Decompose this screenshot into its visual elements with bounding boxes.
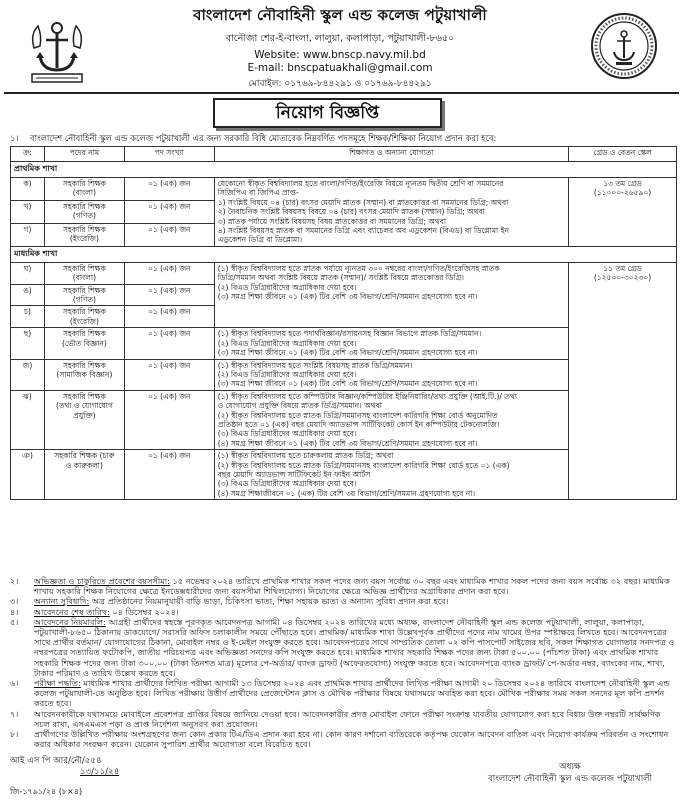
serial-cell: ছ) xyxy=(11,328,45,359)
website-text: Website: www.bnscp.navy.mil.bd xyxy=(254,49,426,61)
job-code: জি-১৭৯১/২৪ (৮×৪) xyxy=(10,787,83,796)
post-name-cell xyxy=(44,359,124,390)
post-count-cell: ০১ (এক) জন xyxy=(124,359,214,390)
post-count-cell: ০১ (এক) জন xyxy=(124,223,214,246)
serial-cell: ঘ) xyxy=(11,262,45,284)
note-text: মাধ্যমিক শাখার প্রার্থীদের লিখিত পরীক্ষা আগামী ১৩ ডিসেম্বর ২০২৪ এবং প্রাথমিক শাখার প্রার্থীদের লিখিত পরীক্ষা আগামী ২০ ডিসেম্বর ২০২৪ তারিখে বাংলাদেশ নৌবাহিনী স্কুল এন্ড কলেজ পটুয়াখালী-তে অনুষ্ঠিত হবে। লিখিত পরীক্ষায় উত্তীর্ণ প্রার্থীদের প্রেজেন্টেশন ক্লাস ও মৌখিক পরীক্ষার বিষয়ে যথাসময়ে অবহিত করা হবে। মৌখিক পরীক্ষার সময় সকল সনদের মূল কপি প্রদর্শন করতে হবে। xyxy=(34,678,670,709)
post-line: সহকারি শিক্ষক xyxy=(62,201,106,211)
qual-line: (৩) বিএড ডিগ্রিধারীদের অগ্রাধিকার দেয়া হবে। xyxy=(217,429,357,439)
note-number: ৮। xyxy=(10,729,19,740)
post-count-cell: ০১ (এক) জন xyxy=(124,262,214,284)
signature-block xyxy=(470,761,670,785)
serial-cell: ঙ) xyxy=(11,284,45,306)
qual-line: (১) স্বীকৃত বিশ্ববিদ্যালয় হতে স্নাতক পর্যায়ে ন্যূনতম ৩০০ নম্বরের বাংলা/গণিত/ইংরেজিসহ স্নাতক xyxy=(217,263,500,273)
qual-line: বছর মেয়াদি অ্যাডভান্স সার্টিফিকেট ইন ফাইন আর্টস xyxy=(217,469,371,479)
post-name-cell xyxy=(44,450,124,500)
header-qualification: শিক্ষাগত ও অন্যান্য যোগ্যতা xyxy=(214,147,568,162)
post-name-cell xyxy=(44,306,124,328)
section-title: মাধ্যমিক শাখা xyxy=(11,246,677,262)
note-label: পরীক্ষা পদ্ধতি: xyxy=(34,678,81,689)
grade-cell xyxy=(569,178,677,247)
post-name-cell xyxy=(44,262,124,284)
header-post-count: পদ সংখ্যা xyxy=(124,147,214,162)
serial-cell: গ) xyxy=(11,223,45,246)
post-line: সহকারি শিক্ষক xyxy=(62,329,106,339)
post-line: (ভৌত বিজ্ঞান) xyxy=(62,338,107,348)
note-text: অত্র প্রতিষ্ঠানের নিয়মানুযায়ী বাড়ি ভাড়া, চিকিৎসা ভাতা, শিক্ষা সহায়ক ভাতা ও অন্যান্য সুবিধা প্রদান করা হবে। xyxy=(89,596,449,607)
reference-number: আই এস পি আর/নৌ/৫৫৪ xyxy=(10,756,102,766)
note-number: ৫। xyxy=(10,616,19,627)
post-count-cell: ০১ (এক) জন xyxy=(124,284,214,306)
header-post-name: পদের নাম xyxy=(44,147,124,162)
section-row xyxy=(11,246,677,262)
post-count-cell: ০১ (এক) জন xyxy=(124,390,214,449)
post-line: (বাংলা) xyxy=(72,188,96,198)
qual-line: (৪) সমগ্র শিক্ষাজীবনে ০১ (এক) টির বেশি ৩য় বিভাগ/শ্রেণি/সমমান গ্রহণযোগ্য হবে না। xyxy=(217,488,476,498)
post-name-cell xyxy=(44,328,124,359)
qual-line: (২) স্বীকৃত বিশ্ববিদ্যালয় হতে স্নাতক ডিগ্রি/সমমানসহ বাংলাদেশ কারিগরি শিক্ষা বোর্ড অনুমোদিত xyxy=(217,410,498,420)
post-name-cell xyxy=(44,284,124,306)
grade-line: ১১ তম গ্রেড xyxy=(603,263,642,273)
qualification-cell xyxy=(214,450,568,500)
post-line: সহকারি শিক্ষক xyxy=(62,391,106,401)
qual-line: (৩) বিএড ডিগ্রিধারীদের অগ্রাধিকার দেয়া হবে। xyxy=(217,479,357,489)
serial-cell: জ) xyxy=(11,359,45,390)
vacancy-table xyxy=(10,146,677,500)
table-row xyxy=(11,178,677,201)
note-number: ৬। xyxy=(10,678,19,689)
note-label: আবেদনের শেষ তারিখ: xyxy=(34,606,110,617)
note-item xyxy=(10,709,677,729)
notice-title: নিয়োগ বিজ্ঞপ্তি xyxy=(213,98,442,128)
note-item xyxy=(10,576,677,596)
qual-line: (২) বিএড ডিগ্রিধারীদের অগ্রাধিকার দেয়া হবে। xyxy=(217,369,357,379)
section-row xyxy=(11,162,677,178)
note-number: ২। xyxy=(10,576,19,586)
notes-section xyxy=(10,576,677,749)
qual-line: (১) স্বীকৃত বিশ্ববিদ্যালয় হতে চারুকলায় স্নাতক ডিগ্রি; অথবা xyxy=(217,451,394,461)
qual-line: (১) স্বীকৃত বিশ্ববিদ্যালয় হতে সংশ্লিষ্ট বিষয়সহ স্নাতক ডিগ্রি/সমমান। xyxy=(217,360,413,370)
letterhead-text xyxy=(120,4,560,91)
post-line: সহকারি শিক্ষক xyxy=(62,360,106,370)
post-count-cell: ০১ (এক) জন xyxy=(124,328,214,359)
post-line: (গণিত) xyxy=(72,211,96,221)
serial-cell: ঞ) xyxy=(11,450,45,500)
post-line: (গণিত) xyxy=(72,295,96,305)
qual-line: (৩) সমগ্র শিক্ষা জীবনে ০১ (এক) টির বেশি ৩য় বিভাগ/শ্রেণি/সমমান গ্রহণযোগ্য হবে না। xyxy=(217,292,478,302)
signatory-organization: বাংলাদেশ নৌবাহিনী স্কুল এন্ড কলেজ পটুয়াখালী xyxy=(487,774,653,784)
post-count-cell: ০১ (এক) জন xyxy=(124,200,214,223)
signatory-title: অধ্যক্ষ xyxy=(559,762,581,772)
section-title: প্রাথমিক শাখা xyxy=(11,162,677,178)
post-line: সহকারি শিক্ষক xyxy=(62,224,106,234)
note-item xyxy=(10,617,677,678)
post-line: প্রযুক্তি) xyxy=(73,410,96,420)
note-text: ১৫ নভেম্বর ২০২৪ তারিখে প্রাথমিক শাখার সকল পদের জন্য বয়স সর্বোচ্চ ৩০ বছর এবং মাধ্যমিক শাখার সকল পদের জন্য বয়স সর্বোচ্চ ৩২ বছর। মাধ্যমিক শাখায় সহকারি শিক্ষক নিয়োগের ক্ষেত্রে ইনডেক্সধারীদের জন্য বয়সসীমা শিথিলযোগ্য। নিয়োগের ক্ষেত্রে অভিজ্ঞ প্রার্থীদের অগ্রাধিকার প্রদান করা হবে। xyxy=(34,576,670,597)
grade-cell xyxy=(569,262,677,499)
table-header-row xyxy=(11,147,677,162)
school-seal-icon xyxy=(590,12,658,80)
post-name-cell xyxy=(44,200,124,223)
qual-line: (২) বিএড ডিগ্রিধারীদের অগ্রাধিকার দেয়া হবে। xyxy=(217,282,357,292)
qual-line: (১) স্বীকৃত বিশ্ববিদ্যালয় হতে পদার্থবিজ্ঞান/রসায়নসহ বিজ্ঞান বিভাগে স্নাতক ডিগ্রি/সমমান। xyxy=(217,329,482,339)
qual-line: ২) নৈবাচনিক সংশ্লিষ্ট বিষয়সহ বিষয়ে ০৪ (চার) বৎসর মেয়াদি স্নাতক (সম্মান) ডিগ্রি; অথবা xyxy=(217,207,485,217)
note-text: আগ্রহী প্রার্থীদের স্বহস্তে পূরণকৃত আবেদনপত্র আগামী ০৪ ডিসেম্বর ২০২৪ তারিখের মধ্যে অধ্যক্ষ, বাংলাদেশ নৌবাহিনী স্কুল এন্ড কলেজ পটুয়াখালী, লালুয়া, কলাপাড়া, পটুয়াখালী-৮৬৫০ ঠিকানায় ডাকযোগে/ সরাসরি অফিস চলাকালীন সময়ে পৌঁছাতে হবে। প্রাথমিক/ মাধ্যমিক শাখা উল্লেখপূর্বক প্রার্থীদের পদের নাম খামের উপর স্পষ্টাক্ষরে লিখতে হবে। আবেদনপত্রের সাথে প্রার্থীর বর্তমান/ যোগাযোগের ঠিকানা, মোবাইল নম্বর ও ই-মেইল সংযুক্ত করতে হবে। আবেদনপত্রের সাথে সাম্প্রতিক তোলা ০২ কপি পাসপোর্ট সাইজের ছবি, সকল শিক্ষাগত যোগ্যতার সনদপত্র ও নম্বরপত্রের সত্যায়িত ফটোকপি, জাতীয় পরিচয়পত্র এবং অভিজ্ঞতা সনদের কপি সংযুক্ত করতে হবে। মাধ্যমিক শাখার সহকারি শিক্ষক পদের জন্য টাকা ৫০০.০০ (পাঁচশত টাকা) এবং প্রাথমিক শাখার সহকারি শিক্ষক পদের জন্য টাকা ৩০০.০০ (টাকা তিনশত মাত্র) মূল্যের পে-অর্ডার/ ব্যাংক ড্রাফট (অফেরতযোগ্য) সংযুক্ত করতে হবে। আবেদনপত্রে ব্যাংক ড্রাফট/ পে-অর্ডার নম্বর, ব্যাংকের নাম, শাখা, টাকার পরিমাণ ও তারিখ উল্লেখ করতে হবে। xyxy=(34,616,675,678)
grade-line: (১১০০০-২৬৫৯০) xyxy=(593,188,652,198)
qual-line: প্রতিষ্ঠান হতে ০১ (এক) বছর মেয়াদি অ্যাডভান্স সার্টিফিকেট কোর্স ইন কম্পিউটার টেকনোলজি। xyxy=(217,419,500,429)
qual-line: সিজিপিএ বা জিপিএ প্রাপ্ত- xyxy=(217,188,299,198)
post-count-cell: ০১ (এক) জন xyxy=(124,178,214,201)
post-count-cell: ০১ (এক) জন xyxy=(124,306,214,328)
post-line: সহকারি শিক্ষক xyxy=(62,263,106,273)
post-line: (তথ্য ও যোগাযোগ xyxy=(55,401,113,411)
intro-text: বাংলাদেশ নৌবাহিনী স্কুল এন্ড কলেজ পটুয়াখালী এর জন্য সরকারি বিধি মোতাবেক নিম্নবর্ণিত পদসমূহে শিক্ষক/শিক্ষিকা নিয়োগ প্রদান করা হবে: xyxy=(30,133,497,143)
qualification-cell xyxy=(214,390,568,449)
header-serial: ক্র: xyxy=(11,147,45,162)
intro-paragraph xyxy=(10,132,675,146)
letterhead xyxy=(0,0,683,92)
qual-line: (১) স্বীকৃত বিশ্ববিদ্যালয় হতে কম্পিউটার বিজ্ঞান/কম্পিউটার ইঞ্জিনিয়ারিং/তথ্য প্রযুক্তি (আই.টি.)/ তথ্য xyxy=(217,391,517,401)
school-name: বাংলাদেশ নৌবাহিনী স্কুল এন্ড কলেজ পটুয়াখালী xyxy=(193,6,487,24)
note-label: অভিজ্ঞতা ও চাকুরিতে প্রবেশের বয়সসীমা: xyxy=(34,576,170,586)
post-line: সহকারি শিক্ষক xyxy=(62,179,106,188)
note-item xyxy=(10,729,677,749)
serial-cell: খ) xyxy=(11,200,45,223)
qual-line: (২) স্বীকৃত বিশ্ববিদ্যালয় হতে স্নাতক ডিগ্রি/সমমানসহ বাংলাদেশ কারিগরি শিক্ষা বোর্ড হতে ০১ (এক) xyxy=(217,460,510,470)
post-line: (সামাজিক বিজ্ঞান) xyxy=(56,369,113,379)
mobile-text: মোবাইল: ০১৭৬৯-৮৪৪২৯১ ও ০১৭৬৯-৮৪৪২৯১ xyxy=(248,79,432,89)
qual-line: (৩) সমগ্র শিক্ষা জীবনে ০১ (এক) টির বেশি ৩য় বিভাগ/শ্রেণি/সমমান গ্রহণযোগ্য হবে না। xyxy=(217,379,478,389)
note-item xyxy=(10,678,677,709)
post-line: (ইংরেজি) xyxy=(69,234,99,244)
qual-line: ডিগ্রি/সমমান অথবা সংশ্লিষ্ট বিষয়ে স্নাতক (সম্মান)/ সংশ্লিষ্ট বিষয়ে স্নাতকোত্তর ডিগ্রি। xyxy=(217,273,464,283)
note-item xyxy=(10,607,677,617)
reference-block xyxy=(10,756,119,778)
qual-line: ও যোগাযোগ প্রযুক্তি বিষয়ে স্নাতক ডিগ্রি/সমমান। অথবা xyxy=(217,401,382,411)
note-number: ৭। xyxy=(10,708,19,719)
serial-cell: ঝ) xyxy=(11,390,45,449)
intro-number: ১। xyxy=(10,133,19,143)
qual-line: ১) সংশ্লিষ্ট বিষয়ে ০৪ (চার) বৎসর মেয়াদি স্নাতক (সম্মান) বা স্নাতকোত্তর বা সমমানের ডিগ্রি; অথবা xyxy=(217,197,509,207)
qual-line: ৩) স্নাতক পর্যায়ে সংশ্লিষ্ট বিষয়সহ বিষয় স্নাতকোত্তর বা সমমানের ডিগ্রি; অথবা xyxy=(217,216,447,226)
post-line: (বাংলা) xyxy=(72,273,96,283)
qual-line: (২) বিএড ডিগ্রিধারীদের অগ্রাধিকার দেয়া হবে। xyxy=(217,338,357,348)
post-name-cell xyxy=(44,178,124,201)
note-number: ৪। xyxy=(10,606,19,617)
grade-line: ১৩ তম গ্রেড xyxy=(603,179,642,188)
qualification-cell xyxy=(214,328,568,359)
post-line: সহকারি শিক্ষক xyxy=(62,285,106,295)
qual-line: (৩) সমগ্র শিক্ষা জীবনে ০১ (এক) টির বেশি ৩য় বিভাগ/শ্রেণি/সমমান গ্রহণযোগ্য হবে না। xyxy=(217,348,478,358)
reference-date: ১৩/১১/২৪ xyxy=(80,767,120,777)
note-number: ৩। xyxy=(10,596,19,607)
note-label: অন্যান্য সুবিধাদি: xyxy=(34,596,90,607)
school-address: বানৌজা শের-ই-বাংলা, লালুয়া, কলাপাড়া, পটুয়াখালী-৮৬৫০ xyxy=(225,33,455,44)
header-grade-scale: গ্রেড ও বেতন স্কেল xyxy=(569,147,677,162)
note-text: প্রার্থীগণের উল্লিখিত পরীক্ষায় অংশগ্রহণের জন্য কোন প্রকার টিএ/ডিএ প্রদান করা হবে না। কোন কারণ দর্শানো ব্যতিরেকে কর্তৃপক্ষ যেকোন আবেদন বাতিল এবং নিয়োগ কার্যক্রম পরিবর্তন ও সংশোধন করার অধিকার সংরক্ষণ করেন। যেকোন সুপারিশ প্রার্থীর অযোগ্যতা বলে বিবেচিত হবে। xyxy=(34,729,669,750)
email-text: E-mail: bnscpatuakhali@gmail.com xyxy=(247,62,433,74)
post-count-cell: ০১ (এক) জন xyxy=(124,450,214,500)
table-row xyxy=(11,262,677,284)
qualification-cell xyxy=(214,178,568,247)
post-line: সহকারি শিক্ষক (চারু xyxy=(54,451,115,461)
note-text: ০৪ ডিসেম্বর ২০২৪। xyxy=(109,606,179,617)
qual-line: এডুকেশন ডিগ্রি বা ডিপ্লোমা। xyxy=(217,235,303,245)
post-line: ও কারুকলা) xyxy=(65,460,103,470)
note-item xyxy=(10,596,677,606)
header-divider xyxy=(4,92,679,94)
post-name-cell xyxy=(44,390,124,449)
serial-cell: ক) xyxy=(11,178,45,201)
qualification-cell xyxy=(214,262,568,327)
qual-line: ৪) সংশ্লিষ্ট বিষয়সহ স্নাতক বা সমমানের ডিগ্রি এবং ব্যাচেলর অব এডুকেশন (বিএড) বা ডিপ্লোমা ইন xyxy=(217,226,509,236)
post-line: সহকারি শিক্ষক xyxy=(62,307,106,317)
grade-line: (১২৫০০-৩০২৩০) xyxy=(593,273,652,283)
qual-line: (৪) সমগ্র শিক্ষা জীবনে ০১ (এক) টির বেশি ৩য় বিভাগ/শ্রেণি/সমমান গ্রহণযোগ্য হবে না। xyxy=(217,438,478,448)
post-line: (ইংরেজি) xyxy=(69,316,99,326)
qualification-cell xyxy=(214,359,568,390)
anchor-crest-icon xyxy=(26,18,88,84)
post-name-cell xyxy=(44,223,124,246)
note-label: আবেদনের নিয়মাবলি: xyxy=(34,616,106,627)
serial-cell: চ) xyxy=(11,306,45,328)
qual-line: যেকোনো স্বীকৃত বিশ্ববিদ্যালয় হতে বাংলা/গণিত/ইংরেজি বিষয়ে ন্যূনতম দ্বিতীয় শ্রেণি বা সমমানের xyxy=(217,179,504,188)
note-text: আবেদনকারীকে যথাসময়ে মোবাইলে প্রবেশপত্র প্রাপ্তির বিষয়ে জানিয়ে দেওয়া হবে। আবেদনকারীর প্রদত্ত মোবাইল ফোনে পরীক্ষা সংক্রান্ত যাবতীয় যোগাযোগ করা হবে বিধায় উক্ত নম্বরটি সার্বক্ষণিক সচল রাখা, এসএমএস পড়া ও প্রাপ্ত নির্দেশনা অনুসরণ করা প্রয়োজন। xyxy=(34,708,661,729)
